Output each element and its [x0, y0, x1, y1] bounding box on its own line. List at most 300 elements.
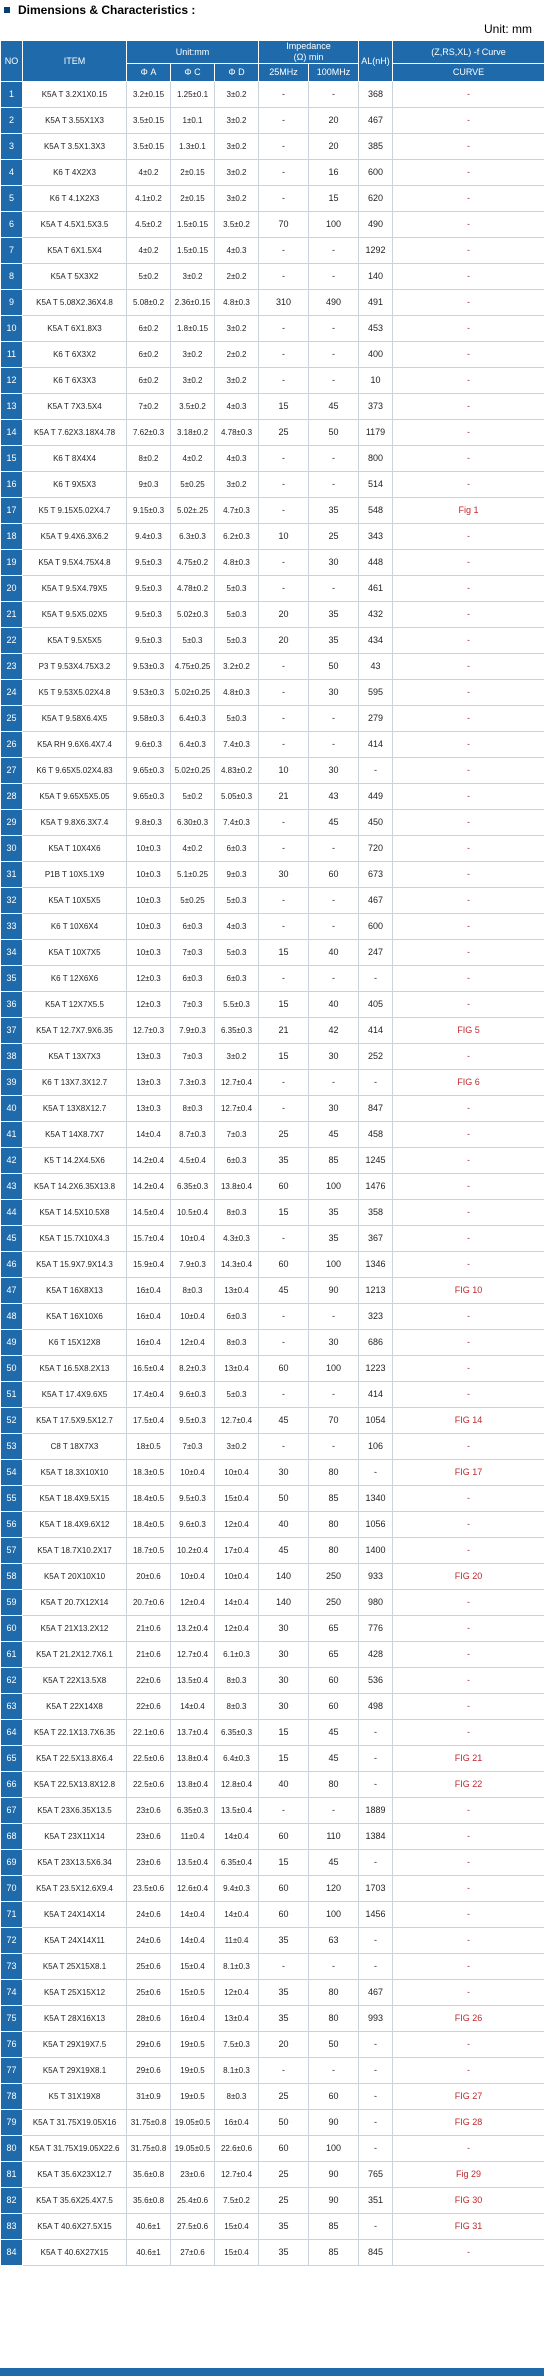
cell-a: 6±0.2: [127, 316, 171, 342]
cell-curve: -: [393, 2058, 544, 2084]
cell-c: 16±0.4: [171, 2006, 215, 2032]
table-row: [1, 2240, 544, 2266]
cell-no: 45: [1, 1226, 23, 1252]
cell-a: 8±0.2: [127, 446, 171, 472]
impedance-unit: (Ω) min: [293, 52, 324, 62]
cell-d: 9±0.3: [215, 862, 259, 888]
cell-c: 13.8±0.4: [171, 1772, 215, 1798]
cell-item: K5A T 14.2X6.35X13.8: [23, 1174, 127, 1200]
cell-no: 76: [1, 2032, 23, 2058]
table-row: [1, 1330, 544, 1356]
table-row: [1, 732, 544, 758]
cell-25mhz: 35: [259, 2006, 309, 2032]
cell-25mhz: 60: [259, 1252, 309, 1278]
cell-25mhz: 70: [259, 212, 309, 238]
cell-item: K6 T 9X5X3: [23, 472, 127, 498]
cell-a: 20.7±0.6: [127, 1590, 171, 1616]
cell-curve: FIG 10: [393, 1278, 544, 1304]
cell-100mhz: 90: [309, 2162, 359, 2188]
cell-curve: FIG 21: [393, 1746, 544, 1772]
cell-no: 33: [1, 914, 23, 940]
cell-a: 9.5±0.3: [127, 628, 171, 654]
cell-a: 10±0.3: [127, 914, 171, 940]
cell-25mhz: 30: [259, 1460, 309, 1486]
cell-100mhz: 65: [309, 1642, 359, 1668]
cell-a: 22.5±0.6: [127, 1746, 171, 1772]
cell-100mhz: 30: [309, 550, 359, 576]
cell-al: 686: [359, 1330, 393, 1356]
cell-100mhz: 20: [309, 108, 359, 134]
cell-item: K5A T 31.75X19.05X16: [23, 2110, 127, 2136]
cell-100mhz: 35: [309, 602, 359, 628]
cell-100mhz: 45: [309, 810, 359, 836]
cell-al: 600: [359, 914, 393, 940]
cell-25mhz: 60: [259, 2136, 309, 2162]
cell-curve: -: [393, 316, 544, 342]
table-row: [1, 1642, 544, 1668]
cell-c: 9.6±0.3: [171, 1512, 215, 1538]
cell-al: -: [359, 1954, 393, 1980]
cell-item: K5A T 18.4X9.5X15: [23, 1486, 127, 1512]
cell-curve: -: [393, 992, 544, 1018]
cell-a: 6±0.2: [127, 342, 171, 368]
cell-a: 3.5±0.15: [127, 108, 171, 134]
cell-25mhz: 10: [259, 524, 309, 550]
cell-c: 27.5±0.6: [171, 2214, 215, 2240]
col-header-no: NO: [1, 41, 23, 82]
cell-al: 847: [359, 1096, 393, 1122]
cell-item: K5A T 6X1.8X3: [23, 316, 127, 342]
cell-no: 46: [1, 1252, 23, 1278]
cell-item: K5A T 3.5X1.3X3: [23, 134, 127, 160]
cell-c: 3.5±0.2: [171, 394, 215, 420]
table-row: [1, 1382, 544, 1408]
cell-no: 8: [1, 264, 23, 290]
cell-item: K5A T 22.5X13.8X12.8: [23, 1772, 127, 1798]
table-row: [1, 1278, 544, 1304]
table-row: [1, 1408, 544, 1434]
cell-100mhz: 250: [309, 1590, 359, 1616]
cell-100mhz: 80: [309, 2006, 359, 2032]
table-row: [1, 1096, 544, 1122]
cell-25mhz: 15: [259, 1044, 309, 1070]
impedance-label: Impedance: [286, 41, 331, 51]
cell-25mhz: -: [259, 472, 309, 498]
cell-25mhz: 50: [259, 1486, 309, 1512]
cell-25mhz: -: [259, 1954, 309, 1980]
cell-no: 73: [1, 1954, 23, 1980]
cell-a: 18.4±0.5: [127, 1512, 171, 1538]
cell-no: 4: [1, 160, 23, 186]
cell-c: 1.5±0.15: [171, 238, 215, 264]
cell-100mhz: 45: [309, 1122, 359, 1148]
cell-al: 10: [359, 368, 393, 394]
cell-curve: -: [393, 1174, 544, 1200]
cell-no: 36: [1, 992, 23, 1018]
cell-d: 15±0.4: [215, 2214, 259, 2240]
cell-a: 14±0.4: [127, 1122, 171, 1148]
table-row: [1, 1512, 544, 1538]
cell-25mhz: 60: [259, 1356, 309, 1382]
cell-curve: -: [393, 836, 544, 862]
cell-al: -: [359, 1460, 393, 1486]
cell-a: 23±0.6: [127, 1798, 171, 1824]
cell-no: 26: [1, 732, 23, 758]
cell-d: 9.4±0.3: [215, 1876, 259, 1902]
cell-100mhz: 15: [309, 186, 359, 212]
cell-d: 4.8±0.3: [215, 290, 259, 316]
cell-c: 9.5±0.3: [171, 1486, 215, 1512]
cell-c: 5.1±0.25: [171, 862, 215, 888]
cell-item: K5A T 31.75X19.05X22.6: [23, 2136, 127, 2162]
cell-curve: -: [393, 550, 544, 576]
cell-no: 32: [1, 888, 23, 914]
cell-curve: -: [393, 1980, 544, 2006]
table-row: [1, 810, 544, 836]
cell-no: 64: [1, 1720, 23, 1746]
cell-curve: -: [393, 1798, 544, 1824]
cell-no: 23: [1, 654, 23, 680]
cell-c: 4±0.2: [171, 836, 215, 862]
cell-al: 1292: [359, 238, 393, 264]
cell-curve: -: [393, 1330, 544, 1356]
cell-a: 18±0.5: [127, 1434, 171, 1460]
cell-curve: -: [393, 394, 544, 420]
cell-c: 4.75±0.25: [171, 654, 215, 680]
cell-d: 7.5±0.2: [215, 2188, 259, 2214]
cell-100mhz: 16: [309, 160, 359, 186]
cell-d: 3±0.2: [215, 316, 259, 342]
cell-25mhz: -: [259, 654, 309, 680]
cell-a: 4.5±0.2: [127, 212, 171, 238]
cell-100mhz: 85: [309, 2240, 359, 2266]
cell-c: 6.35±0.3: [171, 1174, 215, 1200]
cell-item: K5A T 6X1.5X4: [23, 238, 127, 264]
cell-a: 16.5±0.4: [127, 1356, 171, 1382]
cell-curve: -: [393, 1434, 544, 1460]
cell-c: 9.6±0.3: [171, 1382, 215, 1408]
cell-c: 13.7±0.4: [171, 1720, 215, 1746]
cell-d: 16±0.4: [215, 2110, 259, 2136]
cell-a: 35.6±0.8: [127, 2188, 171, 2214]
cell-a: 25±0.6: [127, 1980, 171, 2006]
cell-no: 43: [1, 1174, 23, 1200]
cell-d: 3.2±0.2: [215, 654, 259, 680]
cell-no: 50: [1, 1356, 23, 1382]
table-row: [1, 680, 544, 706]
cell-a: 18.4±0.5: [127, 1486, 171, 1512]
cell-100mhz: 25: [309, 524, 359, 550]
cell-d: 11±0.4: [215, 1928, 259, 1954]
table-row: [1, 290, 544, 316]
cell-100mhz: -: [309, 238, 359, 264]
cell-curve: -: [393, 1382, 544, 1408]
cell-no: 7: [1, 238, 23, 264]
cell-c: 13.2±0.4: [171, 1616, 215, 1642]
cell-c: 6.4±0.3: [171, 732, 215, 758]
table-row: [1, 1304, 544, 1330]
table-row: [1, 2058, 544, 2084]
cell-a: 17.4±0.4: [127, 1382, 171, 1408]
cell-item: K5A T 3.2X1X0.15: [23, 82, 127, 108]
cell-al: 414: [359, 1018, 393, 1044]
cell-d: 12±0.4: [215, 1980, 259, 2006]
cell-curve: -: [393, 186, 544, 212]
cell-25mhz: 15: [259, 1200, 309, 1226]
cell-100mhz: 100: [309, 2136, 359, 2162]
cell-100mhz: 70: [309, 1408, 359, 1434]
cell-item: K5A T 10X5X5: [23, 888, 127, 914]
cell-25mhz: 40: [259, 1772, 309, 1798]
cell-al: 1056: [359, 1512, 393, 1538]
cell-25mhz: -: [259, 134, 309, 160]
cell-d: 10±0.4: [215, 1564, 259, 1590]
cell-25mhz: 40: [259, 1512, 309, 1538]
cell-item: K6 T 9.65X5.02X4.83: [23, 758, 127, 784]
cell-25mhz: 30: [259, 862, 309, 888]
table-row: [1, 1902, 544, 1928]
cell-c: 19.05±0.5: [171, 2110, 215, 2136]
cell-curve: -: [393, 108, 544, 134]
table-row: [1, 1694, 544, 1720]
cell-100mhz: 35: [309, 498, 359, 524]
unit-label: Unit: mm: [484, 22, 532, 36]
cell-a: 9.6±0.3: [127, 732, 171, 758]
cell-d: 3±0.2: [215, 108, 259, 134]
cell-a: 7.62±0.3: [127, 420, 171, 446]
table-row: [1, 1044, 544, 1070]
cell-100mhz: -: [309, 2058, 359, 2084]
cell-a: 24±0.6: [127, 1902, 171, 1928]
cell-item: K5A T 13X8X12.7: [23, 1096, 127, 1122]
cell-a: 10±0.3: [127, 836, 171, 862]
cell-no: 71: [1, 1902, 23, 1928]
cell-c: 13.5±0.4: [171, 1850, 215, 1876]
cell-al: 498: [359, 1694, 393, 1720]
cell-25mhz: -: [259, 1226, 309, 1252]
cell-a: 9.8±0.3: [127, 810, 171, 836]
table-row: [1, 2162, 544, 2188]
table-row: [1, 1174, 544, 1200]
cell-item: K6 T 8X4X4: [23, 446, 127, 472]
cell-curve: -: [393, 368, 544, 394]
cell-a: 14.2±0.4: [127, 1148, 171, 1174]
cell-item: K5A T 7.62X3.18X4.78: [23, 420, 127, 446]
cell-d: 8±0.3: [215, 1694, 259, 1720]
cell-al: 993: [359, 2006, 393, 2032]
cell-100mhz: 90: [309, 2188, 359, 2214]
cell-curve: -: [393, 1538, 544, 1564]
cell-a: 18.7±0.5: [127, 1538, 171, 1564]
cell-item: K5A T 18.3X10X10: [23, 1460, 127, 1486]
cell-d: 4±0.3: [215, 238, 259, 264]
cell-no: 57: [1, 1538, 23, 1564]
cell-d: 8±0.3: [215, 2084, 259, 2110]
col-header-al: AL(nH): [359, 41, 393, 82]
cell-curve: -: [393, 628, 544, 654]
cell-item: K5A T 17.5X9.5X12.7: [23, 1408, 127, 1434]
cell-no: 38: [1, 1044, 23, 1070]
cell-a: 31±0.9: [127, 2084, 171, 2110]
cell-curve: -: [393, 1720, 544, 1746]
table-row: [1, 1018, 544, 1044]
cell-a: 9.65±0.3: [127, 758, 171, 784]
cell-c: 9.5±0.3: [171, 1408, 215, 1434]
cell-curve: -: [393, 654, 544, 680]
cell-al: 368: [359, 82, 393, 108]
table-row: [1, 888, 544, 914]
cell-c: 7±0.3: [171, 1044, 215, 1070]
cell-d: 12±0.4: [215, 1616, 259, 1642]
cell-no: 55: [1, 1486, 23, 1512]
cell-c: 23±0.6: [171, 2162, 215, 2188]
cell-c: 10.5±0.4: [171, 1200, 215, 1226]
cell-item: K5A T 40.6X27X15: [23, 2240, 127, 2266]
table-row: [1, 1668, 544, 1694]
cell-no: 59: [1, 1590, 23, 1616]
cell-item: K5A T 4.5X1.5X3.5: [23, 212, 127, 238]
cell-no: 70: [1, 1876, 23, 1902]
cell-al: 765: [359, 2162, 393, 2188]
cell-no: 52: [1, 1408, 23, 1434]
cell-item: K5A T 10X4X6: [23, 836, 127, 862]
cell-c: 8.2±0.3: [171, 1356, 215, 1382]
cell-d: 5±0.3: [215, 888, 259, 914]
cell-al: 432: [359, 602, 393, 628]
cell-al: 351: [359, 2188, 393, 2214]
cell-item: K5A T 14X8.7X7: [23, 1122, 127, 1148]
table-row: [1, 2084, 544, 2110]
page-title: Dimensions & Characteristics :: [18, 3, 196, 17]
cell-c: 7±0.3: [171, 992, 215, 1018]
cell-a: 23.5±0.6: [127, 1876, 171, 1902]
cell-100mhz: 40: [309, 940, 359, 966]
cell-d: 6.4±0.3: [215, 1746, 259, 1772]
cell-item: K5A T 16X8X13: [23, 1278, 127, 1304]
cell-d: 4.7±0.3: [215, 498, 259, 524]
cell-d: 7±0.3: [215, 1122, 259, 1148]
cell-curve: -: [393, 1824, 544, 1850]
cell-no: 41: [1, 1122, 23, 1148]
cell-a: 21±0.6: [127, 1642, 171, 1668]
cell-curve: -: [393, 342, 544, 368]
cell-100mhz: 45: [309, 1746, 359, 1772]
cell-no: 53: [1, 1434, 23, 1460]
cell-al: 247: [359, 940, 393, 966]
cell-item: K5A T 15.9X7.9X14.3: [23, 1252, 127, 1278]
cell-item: K5A T 17.4X9.6X5: [23, 1382, 127, 1408]
cell-d: 5±0.3: [215, 706, 259, 732]
cell-no: 51: [1, 1382, 23, 1408]
cell-a: 4.1±0.2: [127, 186, 171, 212]
cell-c: 19±0.5: [171, 2032, 215, 2058]
table-row: [1, 992, 544, 1018]
cell-item: K5A T 22X14X8: [23, 1694, 127, 1720]
cell-no: 44: [1, 1200, 23, 1226]
cell-al: 1703: [359, 1876, 393, 1902]
cell-al: 1054: [359, 1408, 393, 1434]
cell-25mhz: -: [259, 446, 309, 472]
cell-a: 9.15±0.3: [127, 498, 171, 524]
table-row: [1, 1824, 544, 1850]
cell-item: K5 T 9.53X5.02X4.8: [23, 680, 127, 706]
cell-item: K5A T 24X14X14: [23, 1902, 127, 1928]
cell-al: 673: [359, 862, 393, 888]
cell-al: -: [359, 1720, 393, 1746]
cell-d: 6±0.3: [215, 836, 259, 862]
table-row: [1, 472, 544, 498]
cell-curve: -: [393, 1148, 544, 1174]
cell-a: 6±0.2: [127, 368, 171, 394]
cell-a: 3.5±0.15: [127, 134, 171, 160]
cell-al: 373: [359, 394, 393, 420]
cell-no: 78: [1, 2084, 23, 2110]
table-row: [1, 1122, 544, 1148]
cell-a: 14.5±0.4: [127, 1200, 171, 1226]
cell-d: 10±0.4: [215, 1460, 259, 1486]
cell-curve: -: [393, 888, 544, 914]
cell-d: 7.4±0.3: [215, 732, 259, 758]
cell-a: 9.53±0.3: [127, 654, 171, 680]
cell-25mhz: -: [259, 680, 309, 706]
cell-100mhz: 50: [309, 420, 359, 446]
cell-a: 29±0.6: [127, 2058, 171, 2084]
table-row: [1, 134, 544, 160]
cell-c: 2±0.15: [171, 186, 215, 212]
cell-25mhz: -: [259, 2058, 309, 2084]
cell-al: 1213: [359, 1278, 393, 1304]
cell-c: 10±0.4: [171, 1226, 215, 1252]
cell-no: 82: [1, 2188, 23, 2214]
cell-item: K5A T 5X3X2: [23, 264, 127, 290]
cell-a: 9.5±0.3: [127, 576, 171, 602]
cell-curve: FIG 20: [393, 1564, 544, 1590]
cell-al: 434: [359, 628, 393, 654]
table-row: [1, 1720, 544, 1746]
cell-100mhz: 80: [309, 1980, 359, 2006]
cell-100mhz: -: [309, 576, 359, 602]
cell-curve: FIG 31: [393, 2214, 544, 2240]
table-row: [1, 498, 544, 524]
cell-a: 28±0.6: [127, 2006, 171, 2032]
cell-no: 56: [1, 1512, 23, 1538]
cell-item: K5A T 21.2X12.7X6.1: [23, 1642, 127, 1668]
cell-al: 514: [359, 472, 393, 498]
cell-100mhz: 63: [309, 1928, 359, 1954]
cell-curve: -: [393, 290, 544, 316]
cell-no: 58: [1, 1564, 23, 1590]
cell-no: 80: [1, 2136, 23, 2162]
cell-a: 25±0.6: [127, 1954, 171, 1980]
cell-a: 9.53±0.3: [127, 680, 171, 706]
cell-a: 9.58±0.3: [127, 706, 171, 732]
cell-d: 13.8±0.4: [215, 1174, 259, 1200]
cell-d: 5±0.3: [215, 940, 259, 966]
table-row: [1, 2188, 544, 2214]
cell-a: 29±0.6: [127, 2032, 171, 2058]
cell-item: K6 T 13X7.3X12.7: [23, 1070, 127, 1096]
cell-d: 6.2±0.3: [215, 524, 259, 550]
cell-al: 367: [359, 1226, 393, 1252]
cell-25mhz: 15: [259, 1850, 309, 1876]
cell-a: 9.5±0.3: [127, 550, 171, 576]
cell-al: 548: [359, 498, 393, 524]
cell-25mhz: 21: [259, 1018, 309, 1044]
cell-item: K5A RH 9.6X6.4X7.4: [23, 732, 127, 758]
cell-no: 6: [1, 212, 23, 238]
cell-25mhz: -: [259, 706, 309, 732]
cell-item: K5A T 20X10X10: [23, 1564, 127, 1590]
